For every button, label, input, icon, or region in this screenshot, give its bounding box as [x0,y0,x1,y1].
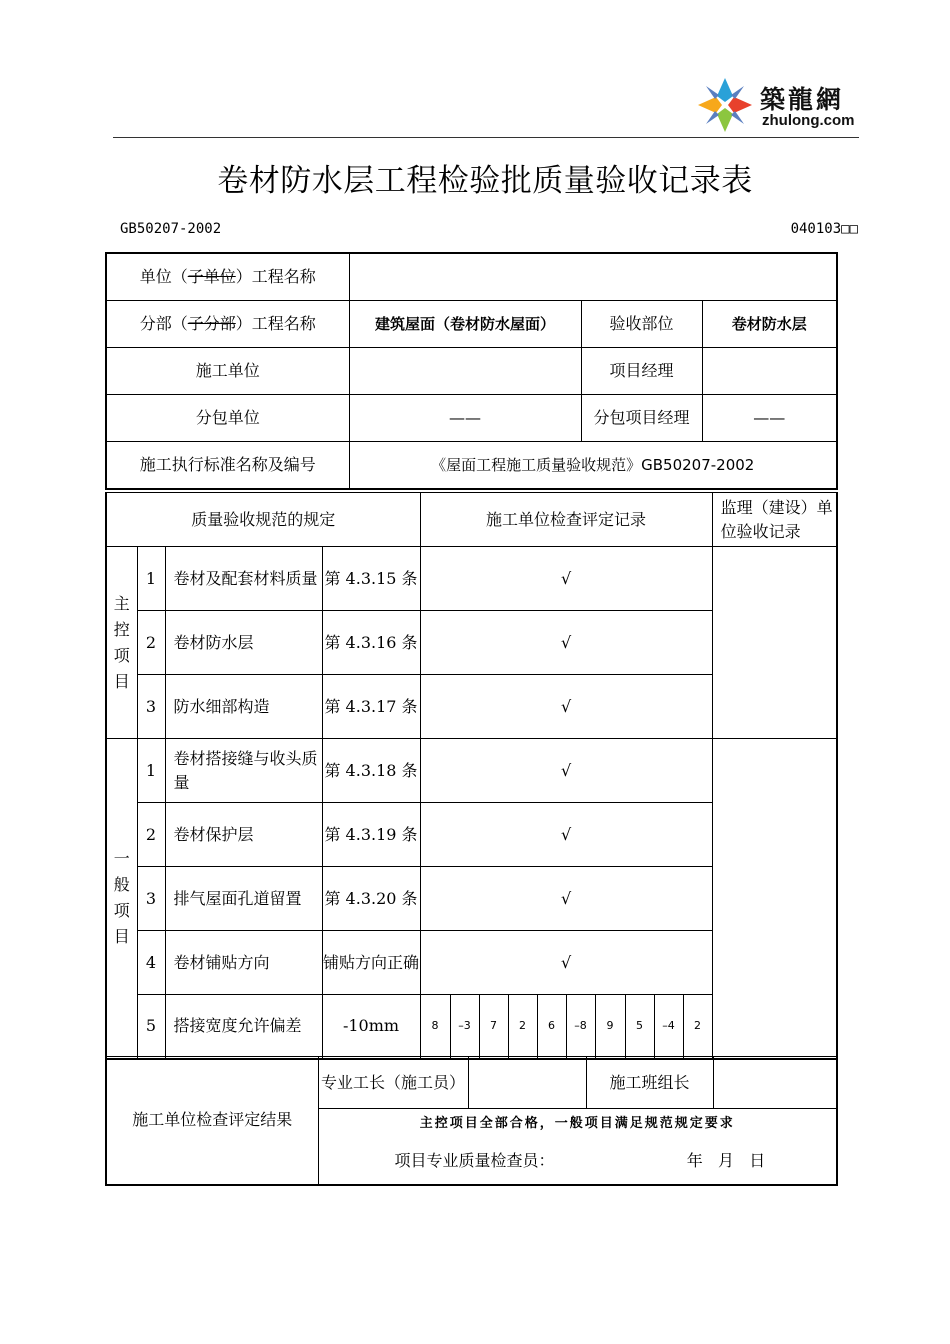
project-info-table [105,252,838,490]
logo-url: zhulong.com [762,112,855,129]
date-label[interactable]: 年 月 日 [686,1151,766,1170]
item-name: 卷材防水层 [165,611,322,675]
form-code: 040103□□ [790,221,858,237]
col-record-header: 施工单位检查评定记录 [420,493,712,547]
deviation-value[interactable]: –4 [654,995,683,1059]
item-result[interactable]: √ [420,931,712,995]
team-leader-label: 施工班组长 [586,1057,713,1109]
inspection-table [105,492,838,1060]
sub-manager-label: 分包项目经理 [581,395,702,442]
item-no: 1 [137,739,165,803]
division-value[interactable]: 建筑屋面（卷材防水屋面） [349,301,581,348]
result-label: 施工单位检查评定结果 [106,1057,318,1185]
item-name: 防水细部构造 [165,675,322,739]
item-result[interactable]: √ [420,739,712,803]
exec-standard-label: 施工执行标准名称及编号 [106,442,349,490]
item-name: 搭接宽度允许偏差 [165,995,322,1059]
standard-code: GB50207-2002 [120,221,222,237]
item-result[interactable]: √ [420,867,712,931]
item-no: 4 [137,931,165,995]
construction-unit-value[interactable] [349,348,581,395]
construction-unit-row [106,348,837,395]
division-label: 分部（子分部）工程名称 [106,301,349,348]
foreman-value[interactable] [468,1057,586,1109]
inspector-cell [318,1139,837,1185]
item-clause: 铺贴方向正确 [322,931,420,995]
general-group-label: 一 般 项 目 [106,739,137,1059]
subcontractor-label: 分包单位 [106,395,349,442]
subcontractor-row [106,395,837,442]
item-no: 3 [137,867,165,931]
exec-standard-value[interactable]: 《屋面工程施工质量验收规范》GB50207-2002 [349,442,837,490]
unit-value[interactable] [349,253,837,301]
division-row [106,301,837,348]
item-clause: -10mm [322,995,420,1059]
item-no: 1 [137,547,165,611]
deviation-value[interactable]: 2 [683,995,712,1059]
unit-label: 单位（子单位）工程名称 [106,253,349,301]
item-name: 排气屋面孔道留置 [165,867,322,931]
project-manager-label: 项目经理 [581,348,702,395]
main-supervision-cell[interactable] [712,547,837,739]
item-name: 卷材保护层 [165,803,322,867]
construction-unit-label: 施工单位 [106,348,349,395]
deviation-value[interactable]: 7 [479,995,508,1059]
acceptance-part-label: 验收部位 [581,301,702,348]
item-no: 2 [137,803,165,867]
col-supervision-header: 监理（建设）单位验收记录 [712,493,837,547]
item-clause: 第 4.3.16 条 [322,611,420,675]
item-no: 5 [137,995,165,1059]
inspector-label: 项目专业质量检查员： [394,1151,555,1170]
deviation-value[interactable]: –8 [566,995,595,1059]
item-result[interactable]: √ [420,611,712,675]
deviation-value[interactable]: 5 [625,995,654,1059]
deviation-value[interactable]: 8 [420,995,450,1059]
item-result[interactable]: √ [420,547,712,611]
item-clause: 第 4.3.15 条 [322,547,420,611]
general-item-row [106,739,837,803]
page-title: 卷材防水层工程检验批质量验收记录表 [217,163,753,199]
logo-name: 築龍網 [760,85,845,114]
result-signature-row [106,1057,837,1109]
item-name: 卷材铺贴方向 [165,931,322,995]
deviation-value[interactable]: 6 [537,995,566,1059]
deviation-value[interactable]: –3 [450,995,479,1059]
sub-manager-value[interactable]: —— [702,395,837,442]
foreman-label: 专业工长（施工员） [318,1057,468,1109]
project-manager-value[interactable] [702,348,837,395]
deviation-value[interactable]: 9 [595,995,625,1059]
unit-row [106,253,837,301]
result-table [105,1056,838,1186]
item-result[interactable]: √ [420,803,712,867]
exec-standard-row [106,442,837,490]
item-clause: 第 4.3.17 条 [322,675,420,739]
main-item-row [106,547,837,611]
item-name: 卷材搭接缝与收头质量 [165,739,322,803]
general-supervision-cell[interactable] [712,739,837,1059]
item-clause: 第 4.3.20 条 [322,867,420,931]
acceptance-part-value[interactable]: 卷材防水层 [702,301,837,348]
team-leader-value[interactable] [713,1057,837,1109]
subcontractor-value[interactable]: —— [349,395,581,442]
item-clause: 第 4.3.18 条 [322,739,420,803]
summary-text[interactable]: 主控项目全部合格，一般项目满足规范规定要求 [318,1109,837,1139]
item-clause: 第 4.3.19 条 [322,803,420,867]
inspection-header-row [106,493,837,547]
item-result[interactable]: √ [420,675,712,739]
main-group-label: 主 控 项 目 [106,547,137,739]
item-name: 卷材及配套材料质量 [165,547,322,611]
item-no: 2 [137,611,165,675]
header-rule [113,137,859,138]
col-spec-header: 质量验收规范的规定 [106,493,420,547]
item-no: 3 [137,675,165,739]
deviation-value[interactable]: 2 [508,995,537,1059]
